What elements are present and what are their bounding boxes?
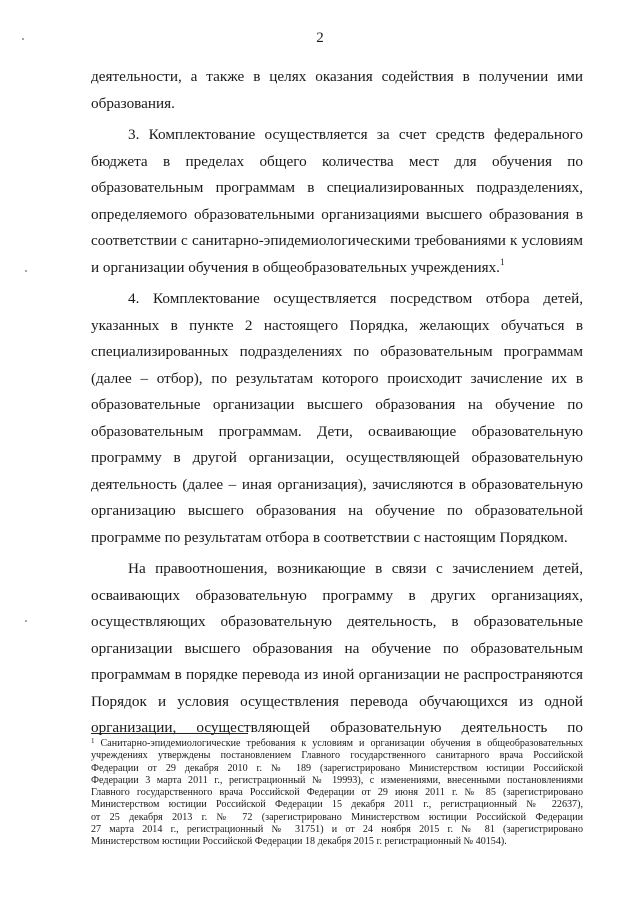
text-line <box>91 175 583 202</box>
line-text: бюджета в пределах общего количества мест для обучения по <box>91 152 583 170</box>
footnote-line <box>91 799 583 811</box>
text-line <box>91 202 583 229</box>
scan-speck <box>22 38 24 40</box>
paragraph-p2 <box>91 122 583 281</box>
text-line <box>91 91 583 118</box>
page-number: 2 <box>316 30 324 46</box>
line-text: организации, осуществляющей образовательную деятельность по <box>91 719 583 736</box>
text-line <box>91 313 583 340</box>
text-line <box>91 583 583 610</box>
footnote-line-text: Санитарно-эпидемиологические требования к условиям и организации обучения в общеобразовательных <box>100 738 583 749</box>
footnote <box>91 738 583 849</box>
footnote-line-text: Главного государственного врача Российской Федерации от 29 июня 2011 г. № 85 (зарегистрировано <box>91 787 583 799</box>
text-line <box>91 64 583 91</box>
footnote-line <box>91 750 583 762</box>
line-text: образования. <box>91 94 175 112</box>
footnote-line <box>91 738 583 750</box>
scan-speck <box>25 620 27 622</box>
text-line <box>91 122 583 149</box>
footnote-line-text: Федерации 3 марта 2011 г., регистрационный № 19993), с изменениями, внесенными постановлениями <box>91 774 583 786</box>
line-text: организации высшего образования на обучение по образовательным <box>91 639 583 657</box>
text-line <box>91 609 583 636</box>
footnote-line-text: от 25 декабря 2013 г. № 72 (зарегистрировано Министерством юстиции Российской Федерации <box>91 811 583 823</box>
paragraph-p4 <box>91 556 583 742</box>
line-text: 3. Комплектование осуществляется за счет средств федерального <box>128 126 583 143</box>
line-text: образовательным программам. Дети, осваивающие образовательную <box>91 422 583 440</box>
line-text: деятельности, а также в целях оказания содействия в получении ими <box>91 68 583 85</box>
text-line <box>91 662 583 689</box>
line-text: На правоотношения, возникающие в связи с зачислением детей, <box>128 560 583 577</box>
text-line <box>91 498 583 525</box>
line-text: 4. Комплектование осуществляется посредством отбора детей, <box>128 290 583 307</box>
paragraph-p1 <box>91 64 583 117</box>
line-text: осуществляющих образовательную деятельность, в образовательные <box>91 613 583 630</box>
paragraph-p3 <box>91 286 583 551</box>
text-line <box>91 366 583 393</box>
text-line <box>91 392 583 419</box>
line-text: специализированных подразделениях по образовательным программам <box>91 343 583 360</box>
text-line <box>91 636 583 663</box>
footnote-line <box>91 763 583 775</box>
line-text: деятельность (далее – иная организация), зачисляются в образовательную <box>91 475 583 493</box>
footnote-line <box>91 836 583 848</box>
text-line <box>91 689 583 716</box>
text-line <box>91 556 583 583</box>
text-line <box>91 419 583 446</box>
footnote-line-text: Министерством юстиции Российской Федерации 15 декабря 2011 г., регистрационный № 22637), <box>91 799 583 811</box>
line-text: образовательные организации высшего образования на обучение по <box>91 396 583 413</box>
line-text: (далее – отбор), по результатам которого происходит зачисление их в <box>91 369 583 387</box>
line-text: соответствии с санитарно-эпидемиологическими требованиями к условиям <box>91 232 583 249</box>
footnote-line-text: 27 марта 2014 г., регистрационный № 31751) и от 24 ноября 2015 г. № 81 (зарегистрировано <box>91 824 583 836</box>
line-text: программу в другой организации, осуществляющей образовательную <box>91 449 583 466</box>
footnote-line <box>91 775 583 787</box>
text-line <box>91 339 583 366</box>
footnote-separator <box>91 733 248 734</box>
line-text: определяемого образовательными организациями высшего образования в <box>91 205 583 223</box>
main-body-text <box>91 64 583 742</box>
line-text: указанных в пункте 2 настоящего Порядка, желающих обучаться в <box>91 316 583 334</box>
text-line <box>91 286 583 313</box>
footnote-line-text: Министерством юстиции Российской Федерации 18 декабря 2015 г. регистрационный № 40154). <box>91 836 507 848</box>
line-text: программе по результатам отбора в соответствии с настоящим Порядком. <box>91 528 568 546</box>
footnote-reference[interactable]: 1 <box>499 256 505 267</box>
line-text: программам в порядке перевода из иной организации не распространяются <box>91 666 583 683</box>
line-text: образовательным программам в специализированных подразделениях, <box>91 179 583 196</box>
text-line <box>91 525 583 552</box>
text-line <box>91 472 583 499</box>
text-line <box>91 445 583 472</box>
footnote-marker: 1 <box>91 737 95 745</box>
text-line <box>91 255 583 282</box>
footnote-line <box>91 824 583 836</box>
line-text: и организации обучения в общеобразовательных учреждениях. <box>91 258 500 276</box>
scan-speck <box>25 270 27 272</box>
text-line <box>91 149 583 176</box>
line-text: осваивающих образовательную программу в других организациях, <box>91 586 583 604</box>
line-text: организацию высшего образования на обучение по образовательной <box>91 502 583 519</box>
footnote-line <box>91 812 583 824</box>
line-text: Порядок и условия осуществления перевода обучающихся из одной <box>91 692 583 710</box>
footnote-line <box>91 787 583 799</box>
footnote-line-text: учреждениях утверждены постановлением Главного государственного санитарного врача Российской <box>91 750 583 762</box>
footnote-line-text: Федерации от 29 декабря 2010 г. № 189 (зарегистрировано Министерством юстиции Российской <box>91 762 583 774</box>
text-line <box>91 228 583 255</box>
